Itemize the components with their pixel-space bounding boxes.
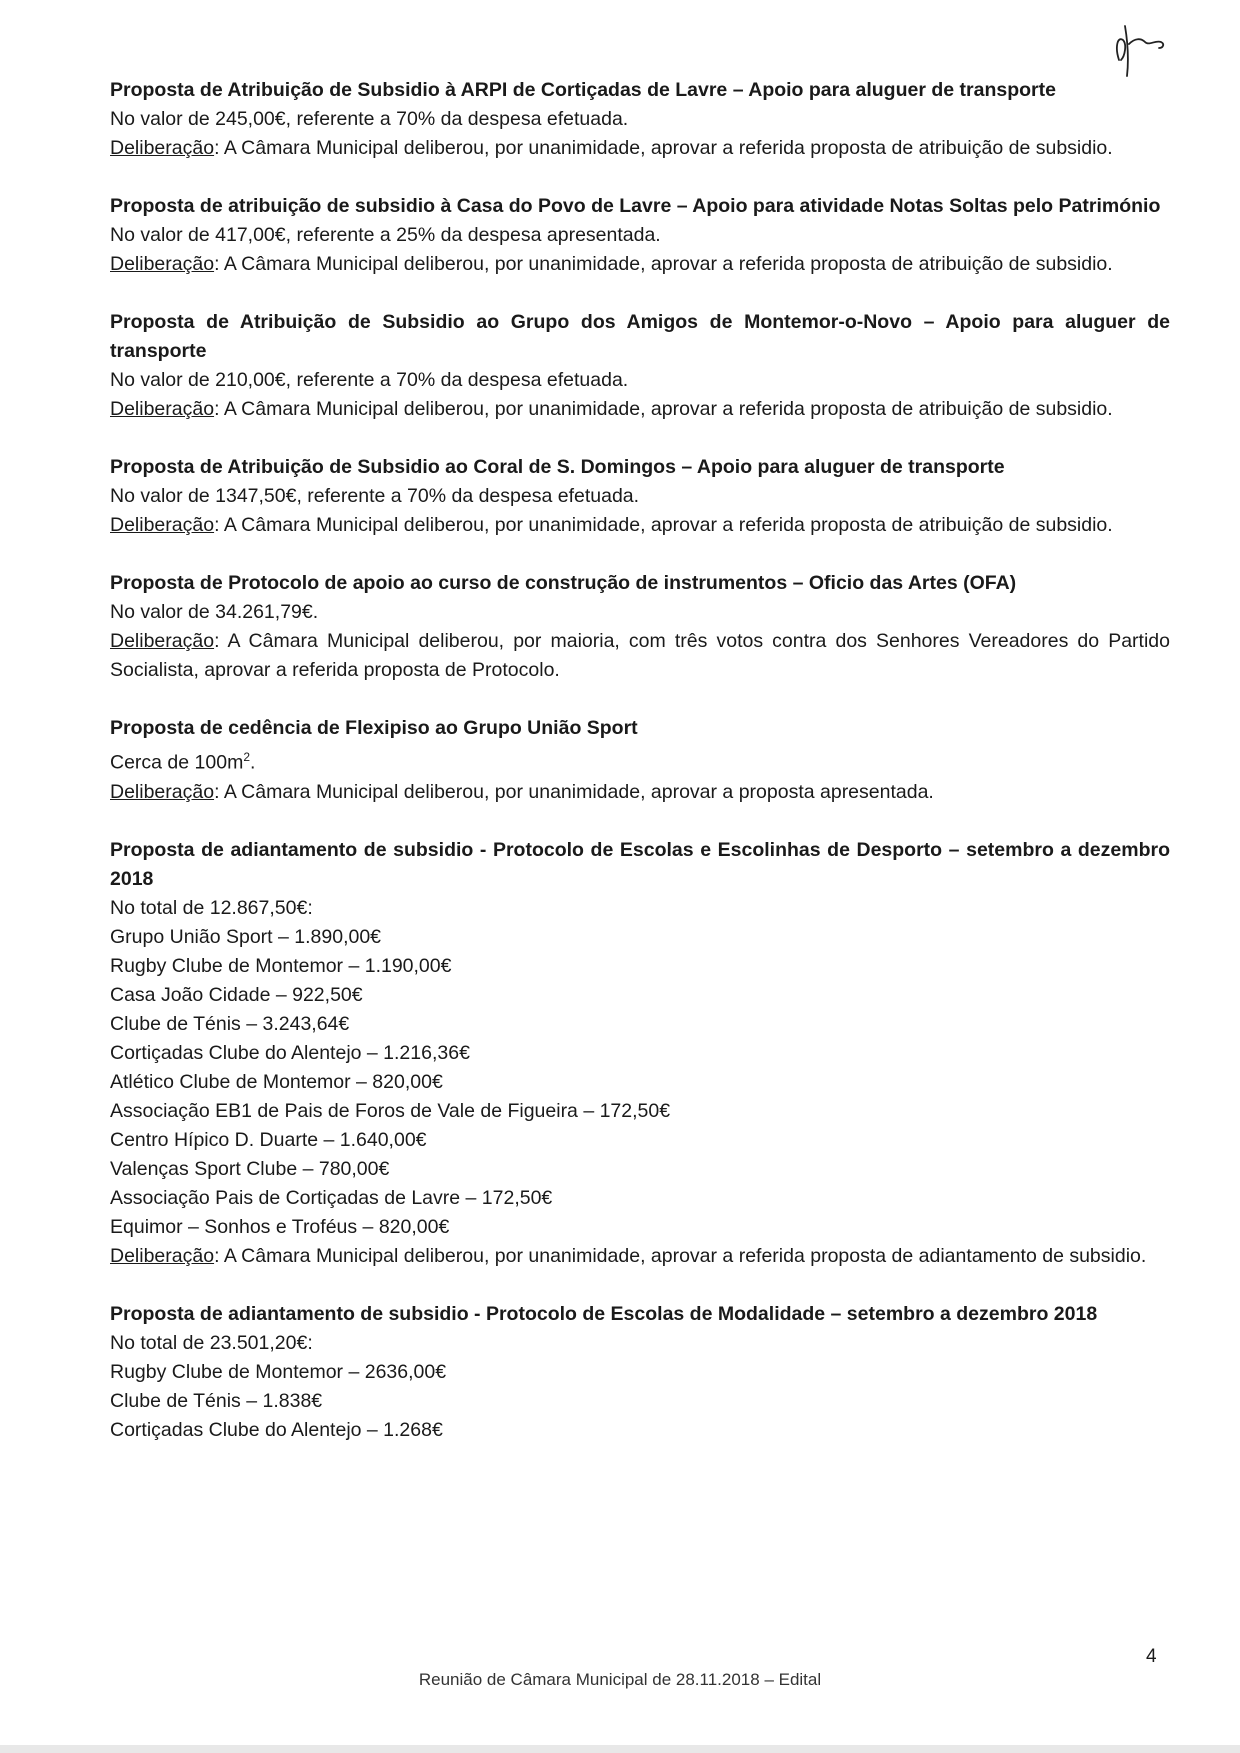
- proposal-title: Proposta de adiantamento de subsidio - Protocolo de Escolas de Modalidade – setembro a dezembro 2018: [110, 1302, 1098, 1325]
- deliberation-text: : A Câmara Municipal deliberou, por unanimidade, aprovar a referida proposta de adiantamento de subsidio.: [214, 1244, 1147, 1267]
- deliberation: [110, 511, 1170, 540]
- proposal-section: [110, 569, 1170, 685]
- deliberation: [110, 627, 1170, 685]
- list-item: Associação EB1 de Pais de Foros de Vale de Figueira – 172,50€: [110, 1099, 671, 1122]
- deliberation-text: : A Câmara Municipal deliberou, por unanimidade, aprovar a referida proposta de atribuição de subsidio.: [214, 253, 1113, 275]
- list-item: Clube de Ténis – 3.243,64€: [110, 1012, 350, 1035]
- deliberation-label: Deliberação: [110, 780, 215, 803]
- proposal-section: [110, 714, 1170, 807]
- proposal-title: Proposta de Atribuição de Subsidio ao Coral de S. Domingos – Apoio para aluguer de transporte: [110, 456, 1005, 478]
- area-value: Cerca de 100m: [110, 751, 244, 774]
- deliberation-label: Deliberação: [110, 398, 215, 420]
- handwritten-initials-icon: [1105, 18, 1185, 78]
- deliberation-label: Deliberação: [110, 514, 215, 536]
- proposal-section: [110, 308, 1170, 424]
- area-suffix: .: [250, 751, 256, 774]
- deliberation-text: : A Câmara Municipal deliberou, por unanimidade, aprovar a proposta apresentada.: [214, 780, 934, 803]
- list-item: Clube de Ténis – 1.838€: [110, 1389, 323, 1412]
- proposal-title: Proposta de cedência de Flexipiso ao Grupo União Sport: [110, 717, 638, 739]
- proposal-title: Proposta de atribuição de subsidio à Casa do Povo de Lavre – Apoio para atividade Notas Soltas pelo Património: [110, 195, 1161, 217]
- list-item: Rugby Clube de Montemor – 1.190,00€: [110, 954, 452, 977]
- deliberation-label: Deliberação: [110, 137, 215, 159]
- proposal-section: [110, 836, 1170, 1271]
- proposal-value: No valor de 417,00€, referente a 25% da despesa apresentada.: [110, 224, 661, 246]
- deliberation: [110, 134, 1170, 163]
- deliberation: [110, 778, 1170, 807]
- proposal-value: No valor de 34.261,79€.: [110, 601, 319, 623]
- list-item: Cortiçadas Clube do Alentejo – 1.216,36€: [110, 1041, 470, 1064]
- page-footer: Reunião de Câmara Municipal de 28.11.2018 – Edital: [418, 1670, 822, 1689]
- proposal-value: No valor de 245,00€, referente a 70% da despesa efetuada.: [110, 108, 629, 130]
- proposal-title: Proposta de Protocolo de apoio ao curso de construção de instrumentos – Oficio das Artes (OFA): [110, 572, 1017, 594]
- proposal-section: [110, 76, 1170, 163]
- proposal-title: Proposta de Atribuição de Subsidio à ARPI de Cortiçadas de Lavre – Apoio para aluguer de transporte: [110, 79, 1056, 101]
- proposal-title: Proposta de Atribuição de Subsidio ao Grupo dos Amigos de Montemor-o-Novo – Apoio para aluguer de transporte: [110, 311, 1170, 362]
- deliberation-text: : A Câmara Municipal deliberou, por maioria, com três votos contra dos Senhores Vereadores do Partido Socialista, aprovar a referida proposta de Protocolo.: [110, 630, 1170, 681]
- deliberation: [110, 395, 1170, 424]
- list-item: Equimor – Sonhos e Troféus – 820,00€: [110, 1215, 450, 1238]
- list-item: Cortiçadas Clube do Alentejo – 1.268€: [110, 1418, 443, 1441]
- deliberation: [110, 250, 1170, 279]
- list-item: Valenças Sport Clube – 780,00€: [110, 1157, 390, 1180]
- deliberation-text: : A Câmara Municipal deliberou, por unanimidade, aprovar a referida proposta de atribuição de subsidio.: [214, 514, 1113, 536]
- deliberation-label: Deliberação: [110, 253, 215, 275]
- scan-edge: [0, 1745, 1240, 1753]
- list-item: Rugby Clube de Montemor – 2636,00€: [110, 1360, 447, 1383]
- list-item: Centro Hípico D. Duarte – 1.640,00€: [110, 1128, 427, 1151]
- list-item: Casa João Cidade – 922,50€: [110, 983, 363, 1006]
- proposal-value: No total de 12.867,50€:: [110, 896, 313, 919]
- list-item: Associação Pais de Cortiçadas de Lavre – 172,50€: [110, 1186, 553, 1209]
- proposal-value: No total de 23.501,20€:: [110, 1331, 313, 1354]
- proposal-title: Proposta de adiantamento de subsidio - Protocolo de Escolas e Escolinhas de Desporto – setembro a dezembro 2018: [110, 838, 1170, 890]
- proposal-section: [110, 192, 1170, 279]
- proposal-value: No valor de 210,00€, referente a 70% da despesa efetuada.: [110, 369, 629, 391]
- proposal-section: [110, 1300, 1170, 1445]
- proposal-value: No valor de 1347,50€, referente a 70% da despesa efetuada.: [110, 485, 640, 507]
- beneficiary-list: [110, 923, 1170, 1242]
- area-exponent: 2: [243, 750, 251, 764]
- beneficiary-list: [110, 1358, 1170, 1445]
- document-body: [110, 76, 1170, 1474]
- deliberation-label: Deliberação: [110, 630, 215, 652]
- proposal-value: [110, 743, 1170, 778]
- deliberation-text: : A Câmara Municipal deliberou, por unanimidade, aprovar a referida proposta de atribuição de subsidio.: [214, 398, 1113, 420]
- deliberation-text: : A Câmara Municipal deliberou, por unanimidade, aprovar a referida proposta de atribuição de subsidio.: [214, 137, 1113, 159]
- list-item: Grupo União Sport – 1.890,00€: [110, 925, 382, 948]
- list-item: Atlético Clube de Montemor – 820,00€: [110, 1070, 443, 1093]
- deliberation: [110, 1242, 1170, 1271]
- page-number: 4: [1146, 1646, 1157, 1667]
- proposal-section: [110, 453, 1170, 540]
- deliberation-label: Deliberação: [110, 1244, 215, 1267]
